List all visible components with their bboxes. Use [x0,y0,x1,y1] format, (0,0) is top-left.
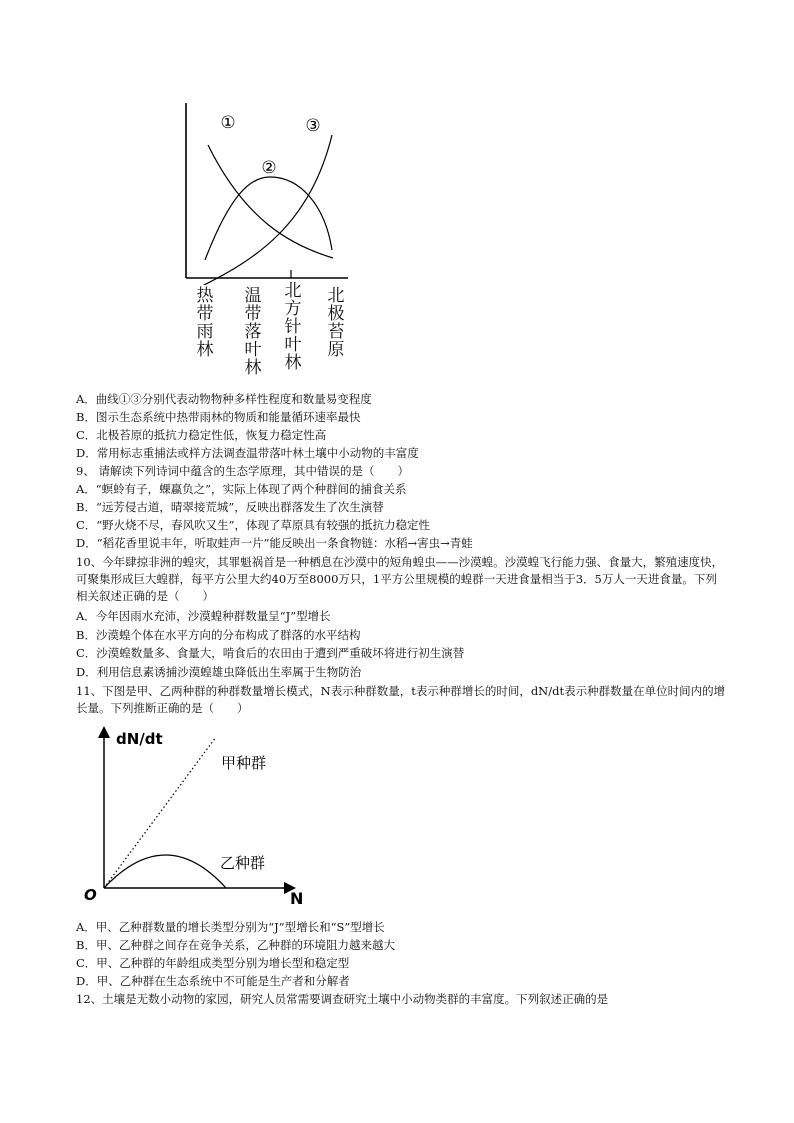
q8-option-c: C．北极苔原的抵抗力稳定性低，恢复力稳定性高 [76,428,327,442]
x-label-temperate-deciduous-forest: 温带落叶林 [244,286,262,378]
series-b-label: 乙种群 [220,854,266,872]
population-growth-figure [76,722,316,908]
x-label-tropical-rainforest: 热带雨林 [196,286,214,360]
series-a-label: 甲种群 [221,754,267,772]
y-axis-label: dN/dt [116,730,163,748]
x-label-arctic-tundra: 北极苔原 [327,286,345,360]
curve-2 [205,177,332,260]
q12-stem: 12、土壤是无数小动物的家园，研究人员常需要调查研究土壤中小动物类群的丰富度。下列叙述正确的是 [76,992,609,1006]
q10-option-a: A．今年因雨水充沛，沙漠蝗种群数量呈“J”型增长 [76,609,331,623]
x-axis-label: N [290,889,304,908]
q9-option-d: D．“稻花香里说丰年，听取蛙声一片”能反映出一条食物链：水稻→害虫→青蛙 [76,536,473,550]
q10-option-d: D．利用信息素诱捕沙漠蝗雄虫降低出生率属于生物防治 [76,665,362,679]
q9-option-c: C．“野火烧不尽，春风吹又生”，体现了草原具有较强的抵抗力稳定性 [76,518,431,532]
q10-option-c: C．沙漠蝗数量多、食量大，啃食后的农田由于遭到严重破坏将进行初生演替 [76,646,465,660]
ecosystem-curve-figure [150,95,370,285]
q10-stem: 10、今年肆掠非洲的蝗灾，其罪魁祸首是一种栖息在沙漠中的短角蝗虫——沙漠蝗。沙漠蝗飞行能力强、食量大，繁殖速度快，可聚集形成巨大蝗群，每平方公里大约40万至8000万只，1平方公里规模的蝗群一天进食量相当于3．5万人一天进食量。下列相关叙述正确的是（ ） [76,555,724,603]
q11-option-a: A．甲、乙种群数量的增长类型分别为“J”型增长和“S”型增长 [76,920,385,934]
q10-option-b: B．沙漠蝗个体在水平方向的分布构成了群落的水平结构 [76,628,361,642]
q9-option-b: B．“远芳侵古道，晴翠接荒城”，反映出群落发生了次生演替 [76,500,384,514]
series-b-curve [104,855,226,888]
origin-label: O [84,886,97,904]
x-label-boreal-coniferous-forest: 北方针叶林 [284,281,302,373]
q11-option-d: D．甲、乙种群在生态系统中不可能是生产者和分解者 [76,974,350,988]
q8-option-b: B．图示生态系统中热带雨林的物质和能量循环速率最快 [76,410,361,424]
curve-label-1: ① [220,113,236,133]
q11-option-c: C．甲、乙种群的年龄组成类型分别为增长型和稳定型 [76,956,350,970]
curve-label-3: ③ [305,116,321,136]
q8-option-a: A．曲线①③分别代表动物物种多样性程度和数量易变程度 [76,392,372,406]
q9-option-a: A．“螟蛉有子，蜾蠃负之”，实际上体现了两个种群间的捕食关系 [76,482,407,496]
q11-option-b: B．甲、乙种群之间存在竞争关系，乙种群的环境阻力越来越大 [76,938,395,952]
curve-label-2: ② [261,158,277,178]
q8-option-d: D．常用标志重捕法或样方法调查温带落叶林土壤中小动物的丰富度 [76,446,419,460]
q9-stem: 9、 请解读下列诗词中蕴含的生态学原理，其中错误的是（ ） [76,464,409,478]
q11-stem: 11、下图是甲、乙两种群的种群数量增长模式，N表示种群数量，t表示种群增长的时间，dN/dt表示种群数量在单位时间内的增长量。下列推断正确的是（ ） [76,684,726,715]
